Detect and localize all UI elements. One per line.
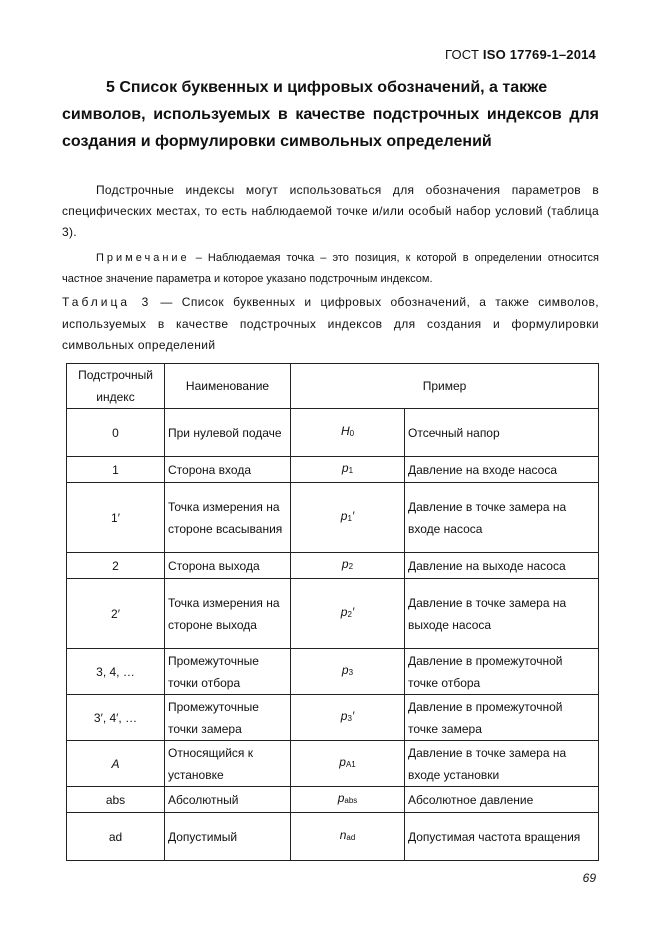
cell-index: 3′, 4′, … — [67, 695, 165, 741]
header-index: Подстрочный индекс — [67, 364, 165, 409]
note-paragraph — [62, 248, 599, 290]
symbol-subscript: A1 — [345, 760, 356, 769]
symbol-subscript: 1 — [347, 514, 352, 523]
cell-example: Давление в точке замера на выходе насоса — [405, 579, 599, 649]
cell-index: 2 — [67, 553, 165, 579]
cell-example: Давление на входе насоса — [405, 457, 599, 483]
cell-symbol — [291, 649, 405, 695]
symbol-subscript: 0 — [349, 429, 355, 438]
cell-symbol — [291, 483, 405, 553]
intro-paragraph: Подстрочные индексы могут использоваться для обозначения параметров в специфических местах, то есть наблюдаемой точке и/или особый набор условий (таблица 3). — [62, 183, 599, 239]
symbol-prime: ′ — [351, 709, 355, 723]
cell-name: Промежуточные точки замера — [165, 695, 291, 741]
cell-symbol — [291, 579, 405, 649]
table-row — [67, 457, 599, 483]
table-row — [67, 813, 599, 861]
table-row — [67, 649, 599, 695]
note-text: – Наблюдаемая точка – это позиция, к которой в определении относится частное значение параметра и которое указано подстрочным индексом. — [62, 252, 599, 285]
symbol-letter: n — [339, 828, 347, 842]
symbol-subscript: 2 — [348, 562, 354, 571]
header-example: Пример — [291, 364, 599, 409]
table-row — [67, 409, 599, 457]
table-caption — [62, 292, 599, 357]
symbol-letter: p — [340, 605, 348, 619]
cell-index: A — [67, 741, 165, 787]
page-number: 69 — [582, 871, 596, 885]
cell-name: Допустимый — [165, 813, 291, 861]
section-title-line1: 5 Список буквенных и цифровых обозначений, а также — [106, 79, 548, 96]
cell-name: При нулевой подаче — [165, 409, 291, 457]
cell-example: Давление в промежуточной точке замера — [405, 695, 599, 741]
cell-symbol — [291, 409, 405, 457]
cell-example: Давление в точке замера на входе насоса — [405, 483, 599, 553]
cell-example: Давление в промежуточной точке отбора — [405, 649, 599, 695]
cell-symbol — [291, 787, 405, 813]
standard-prefix: ГОСТ — [444, 47, 480, 62]
document-header — [445, 47, 596, 62]
cell-name: Точка измерения на стороне всасывания — [165, 483, 291, 553]
symbol-letter: p — [341, 663, 349, 677]
cell-symbol — [291, 741, 405, 787]
symbol-subscript: 3 — [347, 714, 352, 723]
header-name: Наименование — [165, 364, 291, 409]
cell-index: 3, 4, … — [67, 649, 165, 695]
cell-name: Точка измерения на стороне выхода — [165, 579, 291, 649]
cell-symbol — [291, 813, 405, 861]
cell-name: Промежуточные точки отбора — [165, 649, 291, 695]
cell-name: Относящийся к установке — [165, 741, 291, 787]
caption-label: Таблица 3 — [62, 295, 152, 309]
section-title-rest: символов, используемых в качестве подстрочных индексов для создания и формулировки символьных определений — [62, 106, 599, 150]
symbol-subscript: ad — [346, 833, 356, 842]
page-bottom-margin — [66, 862, 598, 935]
note-label: Примечание — [96, 252, 190, 264]
cell-index: 2′ — [67, 579, 165, 649]
cell-example: Давление в точке замера на входе установки — [405, 741, 599, 787]
symbol-letter: p — [341, 557, 349, 571]
cell-name: Сторона входа — [165, 457, 291, 483]
symbol-prime: ′ — [351, 509, 355, 523]
cell-name: Сторона выхода — [165, 553, 291, 579]
table-row — [67, 483, 599, 553]
subscript-table — [66, 363, 599, 861]
table-row — [67, 579, 599, 649]
symbol-subscript: 2 — [347, 610, 352, 619]
cell-example: Допустимая частота вращения — [405, 813, 599, 861]
cell-example: Абсолютное давление — [405, 787, 599, 813]
cell-symbol — [291, 695, 405, 741]
cell-example: Давление на выходе насоса — [405, 553, 599, 579]
symbol-subscript: 3 — [348, 668, 354, 677]
caption-text: — Список буквенных и цифровых обозначений, а также символов, используемых в качестве подстрочных индексов для создания и формулировки символьных определений — [62, 295, 600, 352]
table-row — [67, 553, 599, 579]
cell-index: 1 — [67, 457, 165, 483]
symbol-subscript: 1 — [348, 466, 354, 475]
symbol-letter: p — [337, 791, 345, 805]
symbol-subscript: abs — [344, 796, 358, 805]
standard-code: ISO 17769-1–2014 — [482, 47, 596, 62]
cell-index: ad — [67, 813, 165, 861]
symbol-letter: p — [340, 509, 348, 523]
section-title — [62, 74, 599, 155]
symbol-prime: ′ — [351, 605, 355, 619]
cell-example: Отсечный напор — [405, 409, 599, 457]
symbol-letter: p — [339, 755, 346, 769]
cell-index: abs — [67, 787, 165, 813]
symbol-letter: p — [340, 709, 348, 723]
table-row — [67, 695, 599, 741]
table-row — [67, 787, 599, 813]
symbol-letter: p — [341, 461, 349, 475]
cell-name: Абсолютный — [165, 787, 291, 813]
cell-symbol — [291, 457, 405, 483]
cell-index: 0 — [67, 409, 165, 457]
table-row — [67, 741, 599, 787]
symbol-letter: H — [340, 424, 350, 438]
cell-symbol — [291, 553, 405, 579]
cell-index: 1′ — [67, 483, 165, 553]
